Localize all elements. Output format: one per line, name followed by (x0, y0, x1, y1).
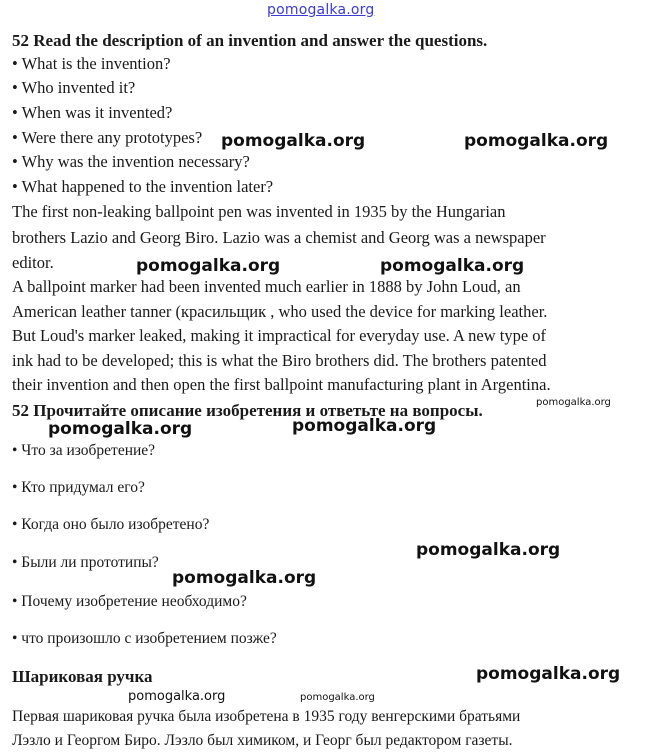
english-question-6: • What happened to the invention later? (12, 177, 274, 196)
english-question-4: • Were there any prototypes? (12, 128, 203, 147)
watermark-small: pomogalka.org (300, 692, 375, 703)
watermark-small: pomogalka.org (536, 397, 611, 408)
russian-question-1: • Что за изобретение? (12, 442, 156, 459)
russian-question-5: • Почему изобретение необходимо? (12, 593, 247, 610)
watermark: pomogalka.org (380, 256, 525, 276)
watermark: pomogalka.org (48, 419, 193, 439)
watermark: pomogalka.org (476, 664, 621, 684)
russian-subheading: Шариковая ручка (12, 667, 153, 686)
watermark-small: pomogalka.org (128, 689, 226, 704)
russian-question-2: • Кто придумал его? (12, 479, 145, 496)
watermark: pomogalka.org (416, 540, 561, 560)
russian-paragraph-line: Первая шариковая ручка была изобретена в 1935 году венгерскими братьями (12, 708, 521, 725)
english-paragraph-line: editor. (12, 253, 54, 272)
english-question-3: • When was it invented? (12, 103, 173, 122)
english-paragraph-line: brothers Lazio and Georg Biro. Lazio was a chemist and Georg was a newspaper (12, 228, 546, 247)
watermark: pomogalka.org (464, 131, 609, 151)
watermark: pomogalka.org (172, 568, 317, 588)
english-question-5: • Why was the invention necessary? (12, 152, 250, 171)
watermark: pomogalka.org (221, 131, 366, 151)
watermark-top-link[interactable]: pomogalka.org (267, 2, 375, 18)
english-paragraph-line: ink had to be developed; this is what the Biro brothers did. The brothers patented (12, 351, 547, 370)
russian-heading: 52 Прочитайте описание изобретения и ответьте на вопросы. (12, 401, 483, 420)
english-question-2: • Who invented it? (12, 78, 136, 97)
english-question-1: • What is the invention? (12, 54, 171, 73)
english-paragraph-line: their invention and then open the first ballpoint manufacturing plant in Argentina. (12, 375, 551, 394)
english-paragraph-line: American leather tanner (красильщик , who used the device for marking leather. (12, 302, 548, 321)
watermark: pomogalka.org (292, 416, 437, 436)
english-paragraph-line: But Loud's marker leaked, making it impractical for everyday use. A new type of (12, 326, 547, 345)
russian-paragraph-line: Лэзло и Георгом Биро. Лэзло был химиком, и Георг был редактором газеты. (12, 732, 513, 749)
english-heading: 52 Read the description of an invention and answer the questions. (12, 31, 488, 50)
russian-question-6: • что произошло с изобретением позже? (12, 630, 277, 647)
russian-question-3: • Когда оно было изобретено? (12, 516, 210, 533)
russian-question-4: • Были ли прототипы? (12, 554, 159, 571)
english-paragraph-line: A ballpoint marker had been invented much earlier in 1888 by John Loud, an (12, 277, 521, 296)
watermark: pomogalka.org (136, 256, 281, 276)
english-paragraph-line: The first non-leaking ballpoint pen was invented in 1935 by the Hungarian (12, 202, 506, 221)
